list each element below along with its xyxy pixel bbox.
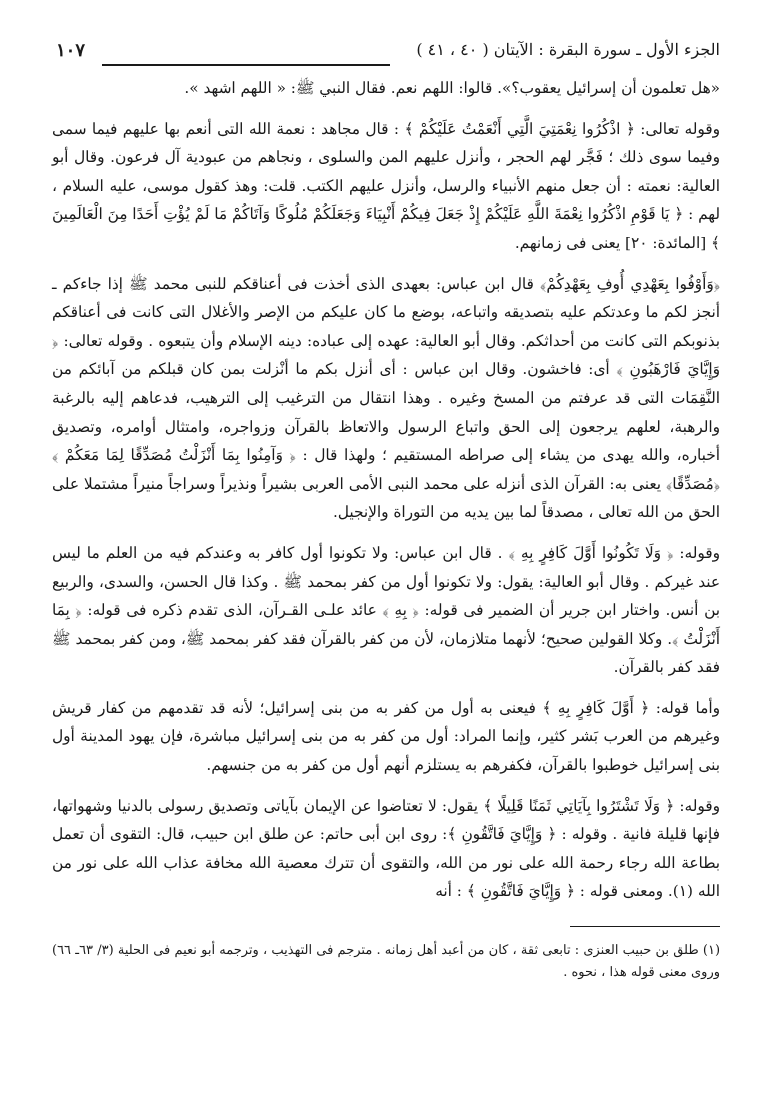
running-title: الجزء الأول ـ سورة البقرة : الآيتان ( ٤٠ ، ٤١ ): [416, 40, 720, 59]
paragraph: «هل تعلمون أن إسرائيل يعقوب؟». قالوا: اللهم نعم. فقال النبي ﷺ: « اللهم اشهد ».: [184, 79, 720, 97]
footnote-rule: [570, 926, 720, 927]
page-number: ١٠٧: [56, 40, 86, 61]
main-text: [52, 74, 720, 906]
footnote: (١) طلق بن حبيب العنزى : تابعى ثقة ، كان من أعبد أهل زمانه . مترجم فى التهذيب ، وترجمه أبو نعيم فى الحلية (٣/ ٦٣ـ ٦٦) وروى معنى قوله هذا ، نحوه .: [52, 943, 721, 981]
paragraph: ﴿وَأَوْفُوا بِعَهْدِي أُوفِ بِعَهْدِكُمْ﴾ قال ابن عباس: بعهدى الذى أخذت فى أعناقكم للنبى محمد ﷺ إذا جاءكم ـ أنجز لكم ما وعدتكم عليه بتصديقه واتباعه، بوضع ما كان عليكم من الإصر والأغلال التى كانت فى أعناقكم بذنوبكم التى كانت من أحداثكم. وقال أبو العالية: عهده إلى عباده: دينه الإسلام وأن يتبعوه . وقوله تعالى: ﴿ وَإِيَّايَ فَارْهَبُونِ ﴾ أى: فاخشون. وقال ابن عباس : أى أنزل بكم ما أنْزلت بمن كان قبلكم من آبائكم من النَّقِمَات التى قد عرفتم من المسخ وغيره . وهذا انتقال من الترغيب إلى الترهيب، فدعاهم إليه بالرغبة والرهبة، لعلهم يرجعون إلى الحق واتباع الرسول والاتعاظ بالقرآن وزواجره، وامتثال أوامره، وتصديق أخباره، والله يهدى من يشاء إلى صراطه المستقيم ؛ ولهذا قال : ﴿ وَآمِنُوا بِمَا أَنْزَلْتُ مُصَدِّقًا لِمَا مَعَكُمْ ﴾ ﴿مُصَدِّقًا﴾ يعنى به: القرآن الذى أنزله على محمد النبى الأمى العربى بشيراً ونذيراً وسراجاً منيراً مشتملا على الحق من الله تعالى ، مصدقاً لما بين يديه من التوراة والإنجيل.: [52, 274, 720, 522]
header-rule: [102, 64, 390, 66]
paragraph: وقوله تعالى: ﴿ اذْكُرُوا نِعْمَتِيَ الَّتِي أَنْعَمْتُ عَلَيْكُمْ ﴾ : قال مجاهد : نعمة الله التى أنعم بها عليهم فيما سمى وفيما سوى ذلك ؛ فَجَّر لهم الحجر ، وأنزل عليهم المن والسلوى ، ونجاهم من عبودية آل فرعون. وقال أبو العالية: نعمته : أن جعل منهم الأنبياء والرسل، وأنزل عليهم الكتب. قلت: وهذ كقول موسى، عليه السلام ، لهم : ﴿ يَا قَوْمِ اذْكُرُوا نِعْمَةَ اللَّهِ عَلَيْكُمْ إِذْ جَعَلَ فِيكُمْ أَنْبِيَاءَ وَجَعَلَكُمْ مُلُوكًا وَآتَاكُمْ مَا لَمْ يُؤْتِ أَحَدًا مِنَ الْعَالَمِينَ ﴾ [المائدة: ٢٠] يعنى فى زمانهم.: [52, 119, 720, 252]
paragraph: وقوله: ﴿ وَلَا تَكُونُوا أَوَّلَ كَافِرٍ بِهِ ﴾ . قال ابن عباس: ولا تكونوا أول كافر به وعندكم فيه من العلم ما ليس عند غيركم . وقال أبو العالية: يقول: ولا تكونوا أول من كفر بمحمد ﷺ . وكذا قال الحسن، والسدى، والربيع بن أنس. واختار ابن جرير أن الضمير فى قوله: ﴿ بِهِ ﴾ عائد علـى القـرآن، الذى تقدم ذكره فى قوله: ﴿ بِمَا أَنْزَلْتُ ﴾. وكلا القولين صحيح؛ لأنهما متلازمان، لأن من كفر بالقرآن فقد كفر بمحمد ﷺ، ومن كفر بمحمد ﷺ فقد كفر بالقرآن.: [52, 543, 720, 677]
book-page: [52, 30, 720, 1090]
paragraph: وأما قوله: ﴿ أَوَّلَ كَافِرٍ بِهِ ﴾ فيعنى به أول من كفر به من بنى إسرائيل؛ لأنه قد تقدمهم من كفار قريش وغيرهم من العرب بَشر كثير، وإنما المراد: أول من كفر به من بنى إسرائيل مباشرة، فإن يهود المدينة أول بنى إسرائيل خوطبوا بالقرآن، فكفرهم به يستلزم أنهم أول من كفر به من جنسهم.: [52, 698, 720, 775]
page-header: [52, 30, 720, 74]
paragraph: وقوله: ﴿ وَلَا تَشْتَرُوا بِآيَاتِي ثَمَنًا قَلِيلًا ﴾ يقول: لا تعتاضوا عن الإيمان بآياتى وتصديق رسولى بالدنيا وشهواتها، فإنها قليلة فانية . وقوله : ﴿ وَإِيَّايَ فَاتَّقُونِ ﴾: روى ابن أبى حاتم: عن طلق ابن حبيب، قال: التقوى أن تعمل بطاعة الله رجاء رحمة الله على نور من الله، والتقوى أن تترك معصية الله مخافة عذاب الله على نور من الله (١). ومعنى قوله : ﴿ وَإِيَّايَ فَاتَّقُونِ ﴾ : أنه: [52, 796, 720, 901]
